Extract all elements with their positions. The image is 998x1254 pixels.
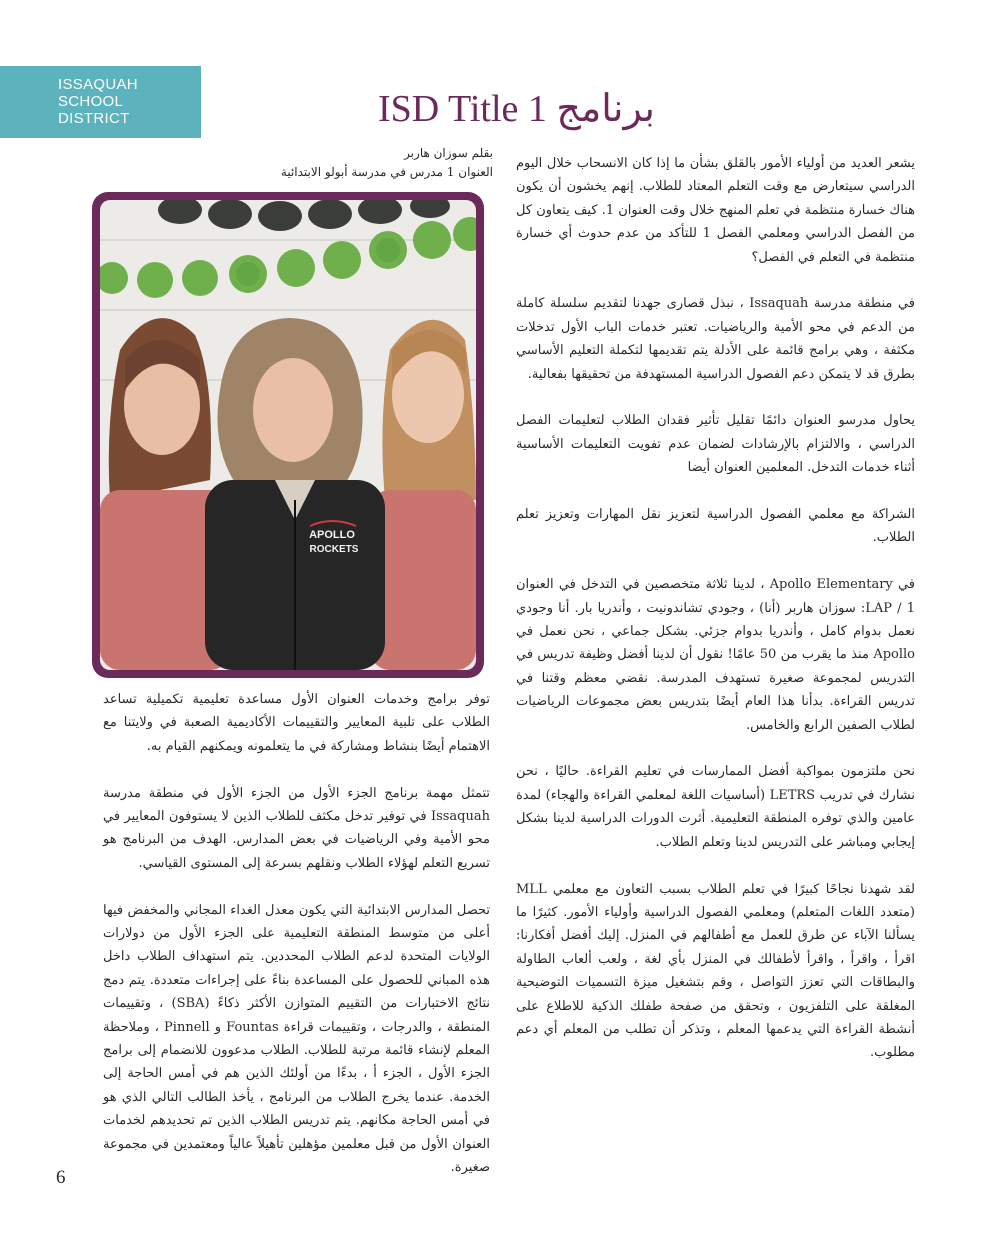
paragraph: يشعر العديد من أولياء الأمور بالقلق بشأن ما إذا كان الانسحاب خلال اليوم الدراسي سيتعارض مع وقت التعلم المعتاد للطلاب. إنهم يخشون أن يكون هناك خسارة منتظمة في تعلم المنهج خلال وقت العنوان 1. كيف يتعاون كل من الفصل الدراسي ومعلمي الفصل 1 للتأكد من عدم حدوث أي خسارة منتظمة في التعلم في الفصل؟ [516,156,916,265]
article-left-column [103,688,490,1203]
page-number: 6 [56,1167,66,1188]
article-right-column [516,152,915,1088]
byline-role: العنوان 1 مدرس في مدرسة أبولو الابتدائية [280,165,493,179]
paragraph: تتمثل مهمة برنامج الجزء الأول من الجزء الأول في منطقة مدرسة Issaquah في توفير تدخل مكثف للطلاب الذين لا يستوفون المعايير في محو الأمية وفي الرياضيات في بعض المدارس. الهدف من البرنامج هو تسريع التعلم لهؤلاء الطلاب ونقلهم بسرعة إلى المستوى القياسي. [103,785,490,871]
paragraph: لقد شهدنا نجاحًا كبيرًا في تعلم الطلاب بسبب التعاون مع معلمي MLL (متعدد اللغات المتعلم) ومعلمي الفصول الدراسية وأولياء الأمور. كثيرًا ما يسألنا الآباء عن طرق للعمل مع أطفالهم في المنزل. إليك أفضل أفكارنا: اقرأ ، واقرأ ، واقرأ لأطفالك في المنزل بأي لغة ، ولعب ألعاب الطاولة والبطاقات التي تعزز التواصل ، وقم بتشغيل ميزة التسميات التوضيحية المغلقة على التلفزيون ، وتحقق من صفحة طفلك الذكية للاطلاع على أنشطة القراءة التي يدعمها المعلم ، وتذكر أن تطلب من المعلم أي دعم مطلوب. [516,881,915,1061]
paragraph: تحصل المدارس الابتدائية التي يكون معدل الغداء المجاني والمخفض فيها أعلى من متوسط المنطقة التعليمية على الجزء الأول من دولارات الولايات المتحدة لدعم الطلاب المحددين. يتم استهداف الطلاب داخل هذه المباني للحصول على المساعدة بناءً على إجراءات متعددة. يتم دمج نتائج الاختبارات من التقييم المتوازن الأكثر ذكاءً (SBA) ، وتقييمات المنطقة ، والدرجات ، وتقييمات قراءة Fountas و Pinnell ، وملاحظة المعلم لإنشاء قائمة مرتبة للطلاب. الطلاب مدعوون للانضمام إلى برامج الجزء الأول ، الجزء أ ، بدءًا من أولئك الذين هم في أمس الحاجة إلى الخدمة. عندما يخرج الطلاب من البرنامج ، يأخذ الطالب التالي الذي هو في أمس الحاجة مكانهم. يتم تدريس الطلاب الذين تم تحديدهم لخدمات العنوان الأول من قبل معلمين مؤهلين تأهيلاً عالياً ومعتمدين في مجموعة صغيرة. [103,902,490,1176]
byline-author: بقلم سوزان هاربر [404,146,493,160]
district-name-line-1: ISSAQUAH [58,76,138,93]
staff-photo [100,200,476,670]
paragraph: يحاول مدرسو العنوان دائمًا تقليل تأثير فقدان الطلاب لتعليمات الفصل الدراسي ، والالتزام بالإرشادات لضمان عدم تفويت التعليمات الأساسية أثناء خدمات التدخل. المعلمين العنوان أيضا [516,413,915,476]
page-title: برنامج ISD Title 1 [377,88,655,130]
shirt-logo-line-2: ROCKETS [309,544,359,555]
district-name-line-2: SCHOOL [58,93,124,110]
paragraph: الشراكة مع معلمي الفصول الدراسية لتعزيز نقل المهارات وتعزيز تعلم الطلاب. [516,507,915,546]
district-banner [0,66,201,138]
paragraph: في Apollo Elementary ، لدينا ثلاثة متخصصين في التدخل في العنوان 1 / LAP: سوزان هاربر (أنا) ، وجودي تشاندونيت ، وأندريا بار. أنا وجودي نعمل بدوام كامل ، وأندريا بدوام جزئي. بشكل جماعي ، نحن نعمل في Apollo منذ ما يقرب من 50 عامًا! نقول أن لدينا أفضل وظيفة تدريس في التدريس لمجموعة صغيرة تستهدف المدرسة. نقضي معظم وقتنا في تدريس القراءة. بدأنا هذا العام أيضًا بتدريس بعض مجموعات الرياضيات لطلاب الصفين الرابع والخامس. [516,577,916,733]
paragraph: نحن ملتزمون بمواكبة أفضل الممارسات في تعليم القراءة. حاليًا ، نحن نشارك في تدريب LETRS (أساسيات اللغة لمعلمي القراءة والهجاء) لمدة عامين والذي توفره المنطقة التعليمية. أثرت الدورات الدراسية لدينا بشكل إيجابي ومباشر على التدريس لدينا وتعلم الطلاب. [516,764,915,850]
byline [233,144,493,182]
shirt-logo-line-1: APOLLO [309,529,355,541]
paragraph: في منطقة مدرسة Issaquah ، نبذل قصارى جهدنا لتقديم سلسلة كاملة من الدعم في محو الأمية والرياضيات. تعتبر خدمات الباب الأول تدخلات مكثفة ، وهي برامج قائمة على الأدلة يتم تقديمها لتكملة التعليم الأساسي بطرق قد لا يتمكن دعم الفصول الدراسية المستهدفة من تحقيقها بفعالية. [516,296,915,382]
district-name-line-3: DISTRICT [58,110,130,127]
paragraph: توفر برامج وخدمات العنوان الأول مساعدة تعليمية تكميلية تساعد الطلاب على تلبية المعايير والتقييمات الأكاديمية الصعبة في ولايتنا مع الاهتمام أيضًا بنشاط ومشاركة في ما يتعلمونه ويمكنهم القيام به. [103,692,490,754]
